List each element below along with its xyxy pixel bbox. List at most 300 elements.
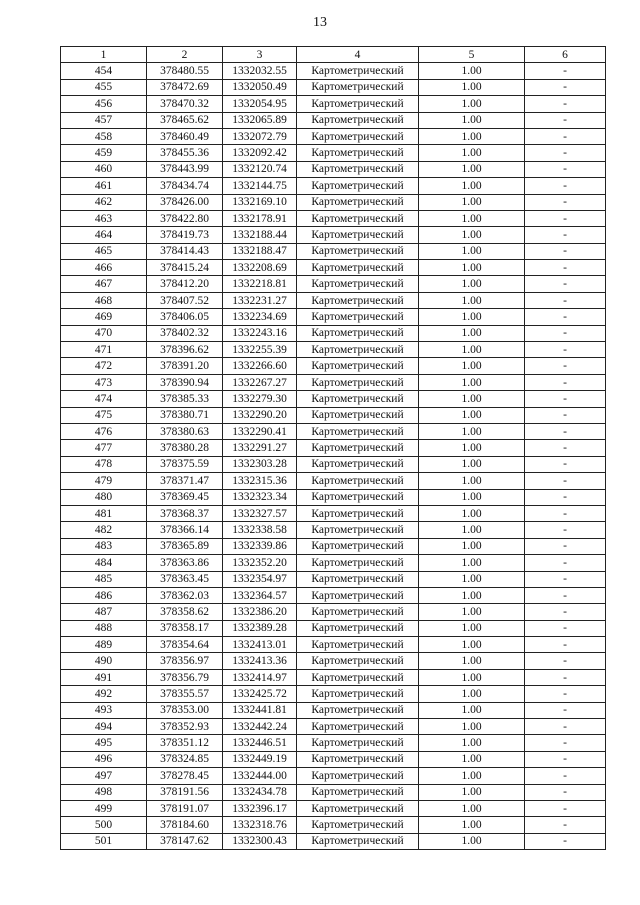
accuracy-cell: 1.00 [419, 227, 525, 243]
point-number-cell: 484 [61, 555, 147, 571]
method-cell: Картометрический [297, 243, 419, 259]
point-number-cell: 469 [61, 309, 147, 325]
note-cell: - [525, 686, 606, 702]
x-coordinate-cell: 378356.97 [147, 653, 223, 669]
point-number-cell: 458 [61, 128, 147, 144]
method-cell: Картометрический [297, 128, 419, 144]
x-coordinate-cell: 378480.55 [147, 63, 223, 79]
y-coordinate-cell: 1332449.19 [223, 751, 297, 767]
x-coordinate-cell: 378380.63 [147, 423, 223, 439]
method-cell: Картометрический [297, 178, 419, 194]
x-coordinate-cell: 378406.05 [147, 309, 223, 325]
x-coordinate-cell: 378368.37 [147, 505, 223, 521]
x-coordinate-cell: 378363.45 [147, 571, 223, 587]
accuracy-cell: 1.00 [419, 669, 525, 685]
y-coordinate-cell: 1332255.39 [223, 342, 297, 358]
method-cell: Картометрический [297, 637, 419, 653]
accuracy-cell: 1.00 [419, 276, 525, 292]
note-cell: - [525, 260, 606, 276]
table-row [61, 128, 606, 144]
point-number-cell: 499 [61, 800, 147, 816]
accuracy-cell: 1.00 [419, 79, 525, 95]
table-row [61, 325, 606, 341]
x-coordinate-cell: 378184.60 [147, 817, 223, 833]
note-cell: - [525, 751, 606, 767]
y-coordinate-cell: 1332072.79 [223, 128, 297, 144]
x-coordinate-cell: 378147.62 [147, 833, 223, 849]
note-cell: - [525, 620, 606, 636]
table-row [61, 145, 606, 161]
x-coordinate-cell: 378422.80 [147, 210, 223, 226]
accuracy-cell: 1.00 [419, 210, 525, 226]
y-coordinate-cell: 1332231.27 [223, 292, 297, 308]
y-coordinate-cell: 1332290.20 [223, 407, 297, 423]
note-cell: - [525, 505, 606, 521]
table-row [61, 505, 606, 521]
column-header-1: 1 [61, 47, 147, 63]
method-cell: Картометрический [297, 423, 419, 439]
accuracy-cell: 1.00 [419, 571, 525, 587]
note-cell: - [525, 243, 606, 259]
table-row [61, 768, 606, 784]
x-coordinate-cell: 378396.62 [147, 342, 223, 358]
accuracy-cell: 1.00 [419, 112, 525, 128]
point-number-cell: 496 [61, 751, 147, 767]
x-coordinate-cell: 378407.52 [147, 292, 223, 308]
y-coordinate-cell: 1332065.89 [223, 112, 297, 128]
table-row [61, 571, 606, 587]
note-cell: - [525, 522, 606, 538]
table-row [61, 374, 606, 390]
method-cell: Картометрический [297, 473, 419, 489]
accuracy-cell: 1.00 [419, 342, 525, 358]
y-coordinate-cell: 1332414.97 [223, 669, 297, 685]
point-number-cell: 493 [61, 702, 147, 718]
table-row [61, 161, 606, 177]
point-number-cell: 480 [61, 489, 147, 505]
accuracy-cell: 1.00 [419, 128, 525, 144]
method-cell: Картометрический [297, 358, 419, 374]
y-coordinate-cell: 1332120.74 [223, 161, 297, 177]
accuracy-cell: 1.00 [419, 178, 525, 194]
table-row [61, 833, 606, 849]
accuracy-cell: 1.00 [419, 538, 525, 554]
y-coordinate-cell: 1332144.75 [223, 178, 297, 194]
x-coordinate-cell: 378426.00 [147, 194, 223, 210]
accuracy-cell: 1.00 [419, 620, 525, 636]
point-number-cell: 492 [61, 686, 147, 702]
point-number-cell: 473 [61, 374, 147, 390]
table-row [61, 702, 606, 718]
y-coordinate-cell: 1332323.34 [223, 489, 297, 505]
table-row [61, 800, 606, 816]
x-coordinate-cell: 378363.86 [147, 555, 223, 571]
accuracy-cell: 1.00 [419, 784, 525, 800]
table-row [61, 96, 606, 112]
note-cell: - [525, 489, 606, 505]
point-number-cell: 494 [61, 719, 147, 735]
y-coordinate-cell: 1332315.36 [223, 473, 297, 489]
method-cell: Картометрический [297, 538, 419, 554]
table-row [61, 538, 606, 554]
method-cell: Картометрический [297, 719, 419, 735]
accuracy-cell: 1.00 [419, 407, 525, 423]
note-cell: - [525, 210, 606, 226]
note-cell: - [525, 587, 606, 603]
note-cell: - [525, 440, 606, 456]
table-row [61, 276, 606, 292]
accuracy-cell: 1.00 [419, 686, 525, 702]
point-number-cell: 491 [61, 669, 147, 685]
table-row [61, 473, 606, 489]
note-cell: - [525, 719, 606, 735]
point-number-cell: 487 [61, 604, 147, 620]
y-coordinate-cell: 1332243.16 [223, 325, 297, 341]
method-cell: Картометрический [297, 391, 419, 407]
point-number-cell: 479 [61, 473, 147, 489]
note-cell: - [525, 555, 606, 571]
method-cell: Картометрический [297, 817, 419, 833]
y-coordinate-cell: 1332425.72 [223, 686, 297, 702]
x-coordinate-cell: 378352.93 [147, 719, 223, 735]
column-header-5: 5 [419, 47, 525, 63]
note-cell: - [525, 833, 606, 849]
point-number-cell: 457 [61, 112, 147, 128]
note-cell: - [525, 63, 606, 79]
table-row [61, 227, 606, 243]
note-cell: - [525, 292, 606, 308]
table-row [61, 489, 606, 505]
y-coordinate-cell: 1332300.43 [223, 833, 297, 849]
method-cell: Картометрический [297, 768, 419, 784]
accuracy-cell: 1.00 [419, 440, 525, 456]
method-cell: Картометрический [297, 210, 419, 226]
table-row [61, 407, 606, 423]
method-cell: Картометрический [297, 489, 419, 505]
note-cell: - [525, 391, 606, 407]
x-coordinate-cell: 378455.36 [147, 145, 223, 161]
accuracy-cell: 1.00 [419, 309, 525, 325]
x-coordinate-cell: 378191.56 [147, 784, 223, 800]
accuracy-cell: 1.00 [419, 505, 525, 521]
method-cell: Картометрический [297, 669, 419, 685]
method-cell: Картометрический [297, 555, 419, 571]
y-coordinate-cell: 1332339.86 [223, 538, 297, 554]
method-cell: Картометрический [297, 620, 419, 636]
table-row [61, 669, 606, 685]
x-coordinate-cell: 378366.14 [147, 522, 223, 538]
y-coordinate-cell: 1332290.41 [223, 423, 297, 439]
note-cell: - [525, 604, 606, 620]
column-header-3: 3 [223, 47, 297, 63]
method-cell: Картометрический [297, 604, 419, 620]
note-cell: - [525, 571, 606, 587]
y-coordinate-cell: 1332050.49 [223, 79, 297, 95]
method-cell: Картометрический [297, 194, 419, 210]
point-number-cell: 501 [61, 833, 147, 849]
y-coordinate-cell: 1332208.69 [223, 260, 297, 276]
x-coordinate-cell: 378324.85 [147, 751, 223, 767]
table-row [61, 391, 606, 407]
x-coordinate-cell: 378351.12 [147, 735, 223, 751]
y-coordinate-cell: 1332267.27 [223, 374, 297, 390]
method-cell: Картометрический [297, 374, 419, 390]
method-cell: Картометрический [297, 702, 419, 718]
table-row [61, 210, 606, 226]
accuracy-cell: 1.00 [419, 456, 525, 472]
method-cell: Картометрический [297, 571, 419, 587]
y-coordinate-cell: 1332218.81 [223, 276, 297, 292]
table-row [61, 309, 606, 325]
y-coordinate-cell: 1332364.57 [223, 587, 297, 603]
accuracy-cell: 1.00 [419, 768, 525, 784]
accuracy-cell: 1.00 [419, 292, 525, 308]
x-coordinate-cell: 378472.69 [147, 79, 223, 95]
point-number-cell: 483 [61, 538, 147, 554]
accuracy-cell: 1.00 [419, 63, 525, 79]
table-header-row [61, 47, 606, 63]
table-row [61, 63, 606, 79]
x-coordinate-cell: 378355.57 [147, 686, 223, 702]
x-coordinate-cell: 378354.64 [147, 637, 223, 653]
y-coordinate-cell: 1332188.47 [223, 243, 297, 259]
note-cell: - [525, 637, 606, 653]
y-coordinate-cell: 1332444.00 [223, 768, 297, 784]
note-cell: - [525, 358, 606, 374]
point-number-cell: 471 [61, 342, 147, 358]
point-number-cell: 485 [61, 571, 147, 587]
point-number-cell: 463 [61, 210, 147, 226]
point-number-cell: 478 [61, 456, 147, 472]
accuracy-cell: 1.00 [419, 751, 525, 767]
x-coordinate-cell: 378415.24 [147, 260, 223, 276]
table-row [61, 456, 606, 472]
x-coordinate-cell: 378414.43 [147, 243, 223, 259]
note-cell: - [525, 79, 606, 95]
table-row [61, 358, 606, 374]
point-number-cell: 495 [61, 735, 147, 751]
table-row [61, 751, 606, 767]
method-cell: Картометрический [297, 784, 419, 800]
point-number-cell: 500 [61, 817, 147, 833]
y-coordinate-cell: 1332413.01 [223, 637, 297, 653]
point-number-cell: 482 [61, 522, 147, 538]
point-number-cell: 456 [61, 96, 147, 112]
note-cell: - [525, 96, 606, 112]
accuracy-cell: 1.00 [419, 473, 525, 489]
point-number-cell: 486 [61, 587, 147, 603]
note-cell: - [525, 423, 606, 439]
note-cell: - [525, 276, 606, 292]
point-number-cell: 454 [61, 63, 147, 79]
x-coordinate-cell: 378470.32 [147, 96, 223, 112]
point-number-cell: 476 [61, 423, 147, 439]
method-cell: Картометрический [297, 833, 419, 849]
accuracy-cell: 1.00 [419, 587, 525, 603]
method-cell: Картометрический [297, 309, 419, 325]
method-cell: Картометрический [297, 440, 419, 456]
point-number-cell: 477 [61, 440, 147, 456]
accuracy-cell: 1.00 [419, 637, 525, 653]
x-coordinate-cell: 378369.45 [147, 489, 223, 505]
note-cell: - [525, 342, 606, 358]
table-row [61, 555, 606, 571]
y-coordinate-cell: 1332441.81 [223, 702, 297, 718]
column-header-4: 4 [297, 47, 419, 63]
y-coordinate-cell: 1332318.76 [223, 817, 297, 833]
table-row [61, 178, 606, 194]
x-coordinate-cell: 378460.49 [147, 128, 223, 144]
table-row [61, 194, 606, 210]
accuracy-cell: 1.00 [419, 358, 525, 374]
note-cell: - [525, 817, 606, 833]
table-row [61, 112, 606, 128]
note-cell: - [525, 456, 606, 472]
point-number-cell: 497 [61, 768, 147, 784]
point-number-cell: 465 [61, 243, 147, 259]
column-header-6: 6 [525, 47, 606, 63]
point-number-cell: 488 [61, 620, 147, 636]
table-row [61, 342, 606, 358]
accuracy-cell: 1.00 [419, 817, 525, 833]
y-coordinate-cell: 1332386.20 [223, 604, 297, 620]
method-cell: Картометрический [297, 63, 419, 79]
accuracy-cell: 1.00 [419, 800, 525, 816]
y-coordinate-cell: 1332054.95 [223, 96, 297, 112]
accuracy-cell: 1.00 [419, 653, 525, 669]
y-coordinate-cell: 1332291.27 [223, 440, 297, 456]
y-coordinate-cell: 1332092.42 [223, 145, 297, 161]
accuracy-cell: 1.00 [419, 604, 525, 620]
note-cell: - [525, 374, 606, 390]
point-number-cell: 459 [61, 145, 147, 161]
x-coordinate-cell: 378465.62 [147, 112, 223, 128]
table-row [61, 243, 606, 259]
x-coordinate-cell: 378362.03 [147, 587, 223, 603]
note-cell: - [525, 800, 606, 816]
point-number-cell: 462 [61, 194, 147, 210]
accuracy-cell: 1.00 [419, 96, 525, 112]
note-cell: - [525, 538, 606, 554]
method-cell: Картометрический [297, 260, 419, 276]
accuracy-cell: 1.00 [419, 735, 525, 751]
note-cell: - [525, 112, 606, 128]
point-number-cell: 489 [61, 637, 147, 653]
y-coordinate-cell: 1332032.55 [223, 63, 297, 79]
note-cell: - [525, 227, 606, 243]
table-row [61, 522, 606, 538]
x-coordinate-cell: 378380.28 [147, 440, 223, 456]
point-number-cell: 467 [61, 276, 147, 292]
accuracy-cell: 1.00 [419, 145, 525, 161]
note-cell: - [525, 325, 606, 341]
note-cell: - [525, 194, 606, 210]
x-coordinate-cell: 378391.20 [147, 358, 223, 374]
method-cell: Картометрический [297, 342, 419, 358]
table-row [61, 423, 606, 439]
table-row [61, 784, 606, 800]
point-number-cell: 472 [61, 358, 147, 374]
point-number-cell: 475 [61, 407, 147, 423]
y-coordinate-cell: 1332389.28 [223, 620, 297, 636]
x-coordinate-cell: 378353.00 [147, 702, 223, 718]
table-row [61, 587, 606, 603]
x-coordinate-cell: 378358.62 [147, 604, 223, 620]
method-cell: Картометрический [297, 735, 419, 751]
accuracy-cell: 1.00 [419, 374, 525, 390]
method-cell: Картометрический [297, 79, 419, 95]
note-cell: - [525, 702, 606, 718]
method-cell: Картометрический [297, 456, 419, 472]
y-coordinate-cell: 1332234.69 [223, 309, 297, 325]
point-number-cell: 498 [61, 784, 147, 800]
point-number-cell: 468 [61, 292, 147, 308]
y-coordinate-cell: 1332446.51 [223, 735, 297, 751]
x-coordinate-cell: 378365.89 [147, 538, 223, 554]
table-row [61, 79, 606, 95]
point-number-cell: 455 [61, 79, 147, 95]
method-cell: Картометрический [297, 686, 419, 702]
y-coordinate-cell: 1332188.44 [223, 227, 297, 243]
table-body [61, 63, 606, 850]
table-row [61, 440, 606, 456]
y-coordinate-cell: 1332413.36 [223, 653, 297, 669]
x-coordinate-cell: 378443.99 [147, 161, 223, 177]
y-coordinate-cell: 1332279.30 [223, 391, 297, 407]
accuracy-cell: 1.00 [419, 423, 525, 439]
y-coordinate-cell: 1332396.17 [223, 800, 297, 816]
note-cell: - [525, 784, 606, 800]
accuracy-cell: 1.00 [419, 489, 525, 505]
method-cell: Картометрический [297, 227, 419, 243]
table-row [61, 686, 606, 702]
point-number-cell: 460 [61, 161, 147, 177]
table-row [61, 653, 606, 669]
table-row [61, 817, 606, 833]
y-coordinate-cell: 1332266.60 [223, 358, 297, 374]
point-number-cell: 461 [61, 178, 147, 194]
method-cell: Картометрический [297, 751, 419, 767]
method-cell: Картометрический [297, 292, 419, 308]
x-coordinate-cell: 378191.07 [147, 800, 223, 816]
x-coordinate-cell: 378371.47 [147, 473, 223, 489]
method-cell: Картометрический [297, 587, 419, 603]
y-coordinate-cell: 1332352.20 [223, 555, 297, 571]
accuracy-cell: 1.00 [419, 194, 525, 210]
table-row [61, 604, 606, 620]
x-coordinate-cell: 378356.79 [147, 669, 223, 685]
method-cell: Картометрический [297, 161, 419, 177]
accuracy-cell: 1.00 [419, 260, 525, 276]
y-coordinate-cell: 1332327.57 [223, 505, 297, 521]
point-number-cell: 466 [61, 260, 147, 276]
x-coordinate-cell: 378412.20 [147, 276, 223, 292]
x-coordinate-cell: 378385.33 [147, 391, 223, 407]
y-coordinate-cell: 1332178.91 [223, 210, 297, 226]
table-row [61, 719, 606, 735]
coordinates-table [60, 46, 606, 850]
note-cell: - [525, 161, 606, 177]
x-coordinate-cell: 378278.45 [147, 768, 223, 784]
point-number-cell: 464 [61, 227, 147, 243]
table-row [61, 260, 606, 276]
x-coordinate-cell: 378390.94 [147, 374, 223, 390]
table-row [61, 637, 606, 653]
accuracy-cell: 1.00 [419, 391, 525, 407]
note-cell: - [525, 178, 606, 194]
method-cell: Картометрический [297, 145, 419, 161]
page-number: 13 [313, 15, 327, 30]
